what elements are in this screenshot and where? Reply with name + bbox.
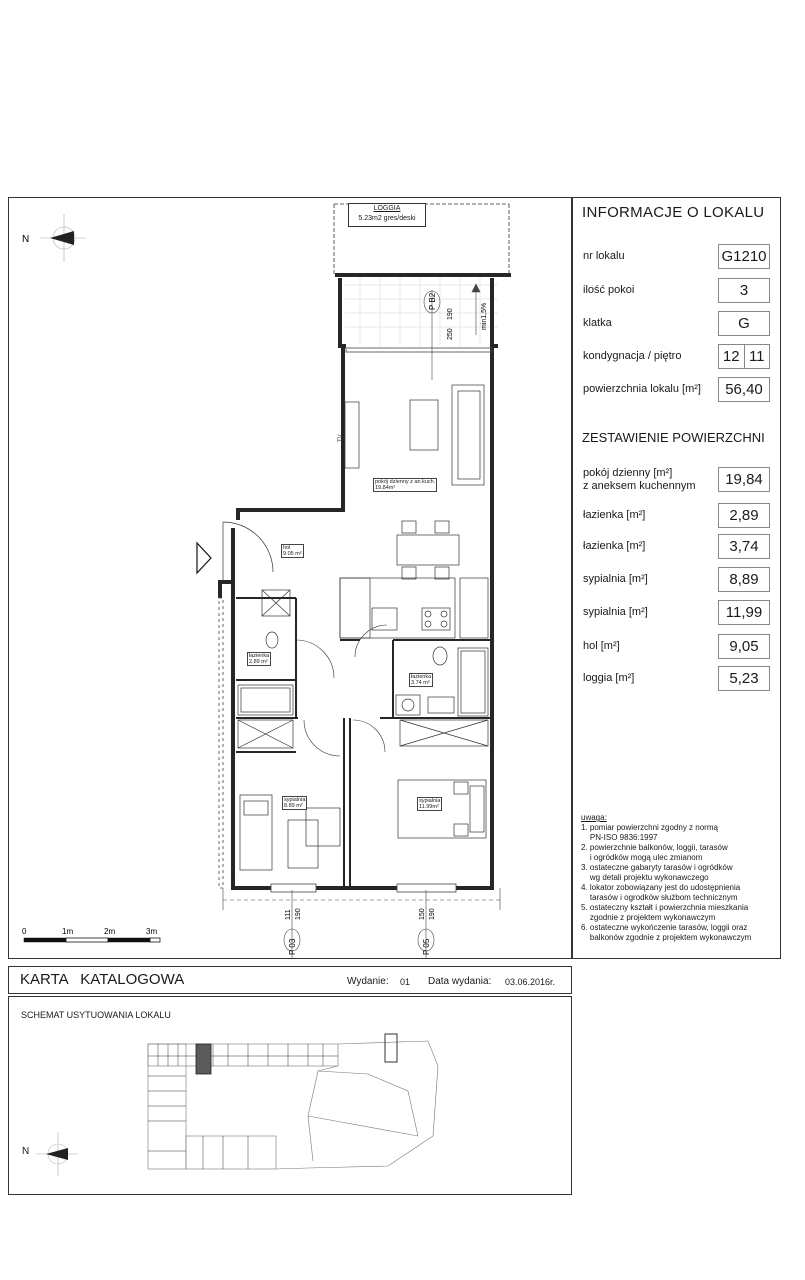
thin-walls (236, 598, 490, 888)
walls (220, 275, 511, 888)
note-line: balkonów zgodnie z projektem wykonawczym (581, 933, 752, 942)
note-line: 5. ostateczny kształt i powierzchnia mieszkania (581, 903, 749, 912)
edition-label: Wydanie: (347, 976, 389, 987)
entrance-marker (197, 543, 211, 573)
area-value-living: 19,84 (718, 467, 770, 492)
bedroom-2-area: 11.99m² (419, 804, 439, 810)
floor-storey: 11 (748, 348, 765, 365)
area-label-hall: hol [m²] (583, 640, 620, 652)
bathroom-2-name: łazienka (411, 674, 432, 680)
note-line: 3. ostateczne gabaryty tarasów i ogródków (581, 863, 733, 872)
floor-level: 12 (719, 345, 745, 368)
area-value-bed1: 8,89 (718, 567, 770, 592)
loggia-area: 5.23m2 gres/deski (358, 215, 416, 222)
area-label-living (583, 467, 696, 493)
entrance-door (223, 522, 273, 582)
tv-unit (345, 402, 359, 468)
living-room-area: 19.84m² (375, 485, 396, 491)
scale-bar (24, 938, 160, 942)
note-line: i ogródków mogą ulec zmianom (581, 853, 703, 862)
compass-n-label: N (22, 234, 30, 245)
note-line: 1. pomiar powierzchni zgodny z normą (581, 823, 718, 832)
note-line: wg detali projektu wykonawczego (581, 873, 709, 882)
window-b2-dim-1: 190 (447, 308, 454, 320)
bathroom-1-label (247, 652, 271, 666)
window-03-label: P 03 (288, 938, 297, 955)
scale-label-3m: 3m (146, 927, 158, 936)
date-value: 03.06.2016r. (505, 977, 556, 987)
loggia-label-box (348, 203, 426, 227)
building-outline (148, 1034, 438, 1169)
hall-area: 9.05 m² (283, 551, 302, 557)
area-value-bath2: 3,74 (718, 534, 770, 559)
schema-title: SCHEMAT USYTUOWANIA LOKALU (21, 1010, 171, 1020)
info-value-area: 56,40 (718, 377, 770, 402)
bedroom-1-name: sypialnia (284, 797, 306, 803)
area-label-loggia: loggia [m²] (583, 672, 635, 684)
info-value-unit: G1210 (718, 244, 770, 269)
note-line: 4. lokator zobowiązany jest do udostępnienia (581, 883, 741, 892)
area-label-living-line1: pokój dzienny [m²] (583, 467, 673, 479)
window-05-dim-1: 150 (419, 908, 426, 920)
dining-table (397, 521, 459, 579)
area-label-bed2: sypialnia [m²] (583, 606, 648, 618)
wardrobes (238, 720, 488, 748)
info-label-rooms: ilość pokoi (583, 284, 635, 296)
bathroom-2-label (409, 673, 433, 687)
bathroom-2-area: 3.74 m² (411, 680, 430, 686)
bedroom-1-area: 8.89 m² (284, 803, 303, 809)
notes-heading: uwaga: (581, 813, 607, 822)
site-schema (8, 996, 572, 1195)
windows (219, 348, 492, 892)
note-line: 2. powierzchnie balkonów, loggii, tarasów (581, 843, 728, 852)
kitchen (340, 578, 488, 638)
bedroom-2-label (417, 797, 442, 811)
scale-label-0: 0 (22, 927, 27, 936)
compass-n-schema: N (22, 1146, 30, 1157)
window-03-dim-1: 111 (285, 909, 292, 920)
loggia-label: LOGGIA (373, 205, 401, 212)
date-label: Data wydania: (428, 976, 492, 987)
info-label-floor: kondygnacja / piętro (583, 350, 682, 362)
bedroom-2-name: sypialnia (419, 798, 441, 804)
sofa (410, 385, 484, 485)
footer-title: KARTA KATALOGOWA (20, 971, 185, 988)
area-value-loggia: 5,23 (718, 666, 770, 691)
slope-label: min1,5% (481, 302, 488, 330)
area-label-bed1: sypialnia [m²] (583, 573, 648, 585)
info-value-rooms: 3 (718, 278, 770, 303)
window-05-dim-2: 190 (429, 908, 436, 920)
info-label-stair: klatka (583, 317, 612, 329)
window-03-dim-2: 190 (295, 908, 302, 920)
scale-label-2m: 2m (104, 927, 116, 936)
info-value-stair: G (718, 311, 770, 336)
area-value-hall: 9,05 (718, 634, 770, 659)
living-room-name: pokój dzienny z an.kuch. (375, 479, 436, 485)
north-arrow-pointer (50, 231, 74, 245)
areas-title: ZESTAWIENIE POWIERZCHNI (582, 430, 765, 445)
area-label-living-line2: z aneksem kuchennym (583, 480, 696, 492)
note-line: tarasów i ogrodków służbom technicznym (581, 893, 738, 902)
area-value-bed2: 11,99 (718, 600, 770, 625)
note-line: PN-ISO 9836:1997 (581, 833, 658, 842)
floor-plan (8, 197, 572, 959)
bathroom-1-name: łazienka (249, 653, 270, 659)
info-label-area: powierzchnia lokalu [m²] (583, 383, 701, 395)
note-line: 6. ostateczne wykończenie tarasów, loggii oraz (581, 923, 748, 932)
tv-label: TV (338, 434, 344, 442)
living-room-label (373, 478, 437, 492)
bedroom-1-label (282, 796, 307, 810)
info-label-unit: nr lokalu (583, 250, 625, 262)
info-title: INFORMACJE O LOKALU (582, 204, 765, 221)
scale-label-1m: 1m (62, 927, 74, 936)
area-value-bath1: 2,89 (718, 503, 770, 528)
hall-label (281, 544, 304, 558)
building-rooms (148, 1044, 338, 1169)
area-label-bath1: łazienka [m²] (583, 509, 646, 521)
info-value-floor (718, 344, 770, 369)
window-b2-dim-2: 250 (447, 328, 454, 340)
note-line: zgodnie z projektem wykonawczym (581, 913, 716, 922)
doors (296, 625, 387, 756)
unit-highlight (196, 1044, 211, 1074)
window-b2-label: P B2 (428, 292, 437, 310)
hall-name: hol (283, 545, 291, 551)
window-05-label: P 05 (422, 938, 431, 955)
bathroom-1-area: 2.89 m² (249, 659, 268, 665)
area-label-bath2: łazienka [m²] (583, 540, 646, 552)
notes (581, 813, 781, 943)
edition-value: 01 (400, 977, 411, 987)
